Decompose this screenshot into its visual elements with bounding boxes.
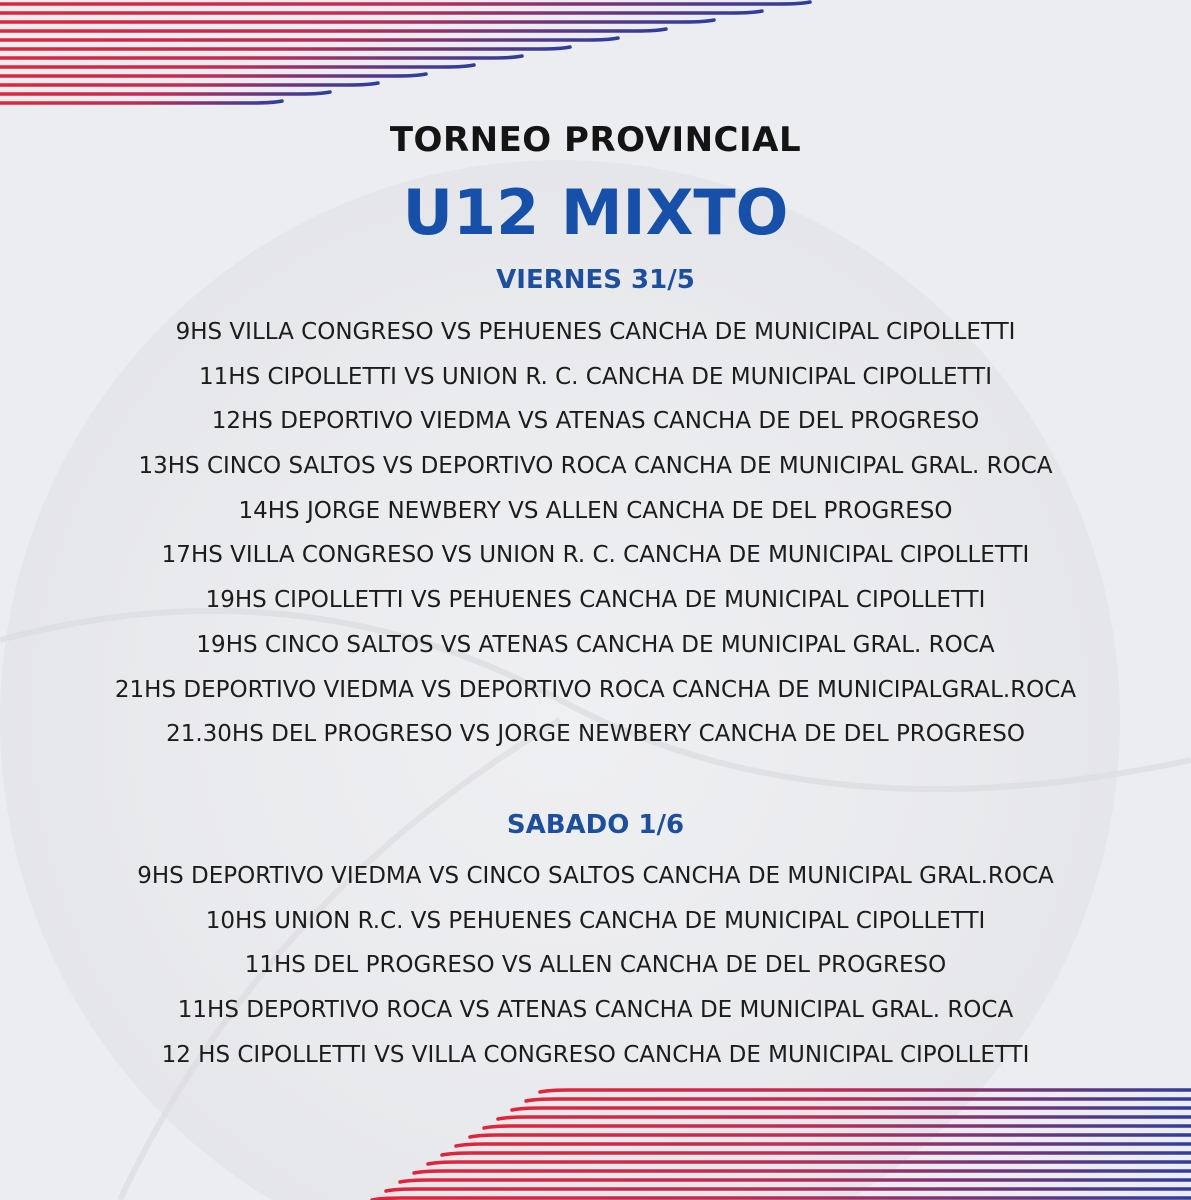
match-list-saturday — [0, 858, 1191, 1081]
match-item: 11HS DEL PROGRESO VS ALLEN CANCHA DE DEL PROGRESO — [244, 952, 947, 979]
match-item: 14HS JORGE NEWBERY VS ALLEN CANCHA DE DEL PROGRESO — [238, 497, 953, 524]
tournament-title: TORNEO PROVINCIAL — [389, 120, 802, 160]
match-item: 17HS VILLA CONGRESO VS UNION R. C. CANCHA DE MUNICIPAL CIPOLLETTI — [161, 542, 1030, 569]
category-title: U12 MIXTO — [402, 176, 789, 249]
day-heading-friday: VIERNES 31/5 — [496, 265, 695, 295]
match-item: 19HS CIPOLLETTI VS PEHUENES CANCHA DE MUNICIPAL CIPOLLETTI — [205, 587, 986, 614]
match-item: 21HS DEPORTIVO VIEDMA VS DEPORTIVO ROCA CANCHA DE MUNICIPALGRAL.ROCA — [114, 676, 1077, 703]
match-item: 9HS VILLA CONGRESO VS PEHUENES CANCHA DE MUNICIPAL CIPOLLETTI — [175, 319, 1016, 345]
match-item: 9HS DEPORTIVO VIEDMA VS CINCO SALTOS CANCHA DE MUNICIPAL GRAL.ROCA — [137, 863, 1054, 889]
match-item: 11HS DEPORTIVO ROCA VS ATENAS CANCHA DE MUNICIPAL GRAL. ROCA — [177, 997, 1014, 1024]
match-item: 21.30HS DEL PROGRESO VS JORGE NEWBERY CANCHA DE DEL PROGRESO — [166, 721, 1025, 748]
match-item: 10HS UNION R.C. VS PEHUENES CANCHA DE MUNICIPAL CIPOLLETTI — [205, 907, 986, 934]
match-item: 19HS CINCO SALTOS VS ATENAS CANCHA DE MUNICIPAL GRAL. ROCA — [196, 631, 995, 658]
match-item: 12HS DEPORTIVO VIEDMA VS ATENAS CANCHA DE DEL PROGRESO — [211, 408, 980, 435]
match-item: 11HS CIPOLLETTI VS UNION R. C. CANCHA DE MUNICIPAL CIPOLLETTI — [199, 363, 992, 390]
match-list-friday — [0, 314, 1191, 761]
match-item: 12 HS CIPOLLETTI VS VILLA CONGRESO CANCHA DE MUNICIPAL CIPOLLETTI — [161, 1041, 1030, 1068]
day-heading-saturday: SABADO 1/6 — [506, 810, 685, 840]
match-item: 13HS CINCO SALTOS VS DEPORTIVO ROCA CANCHA DE MUNICIPAL GRAL. ROCA — [138, 453, 1053, 480]
